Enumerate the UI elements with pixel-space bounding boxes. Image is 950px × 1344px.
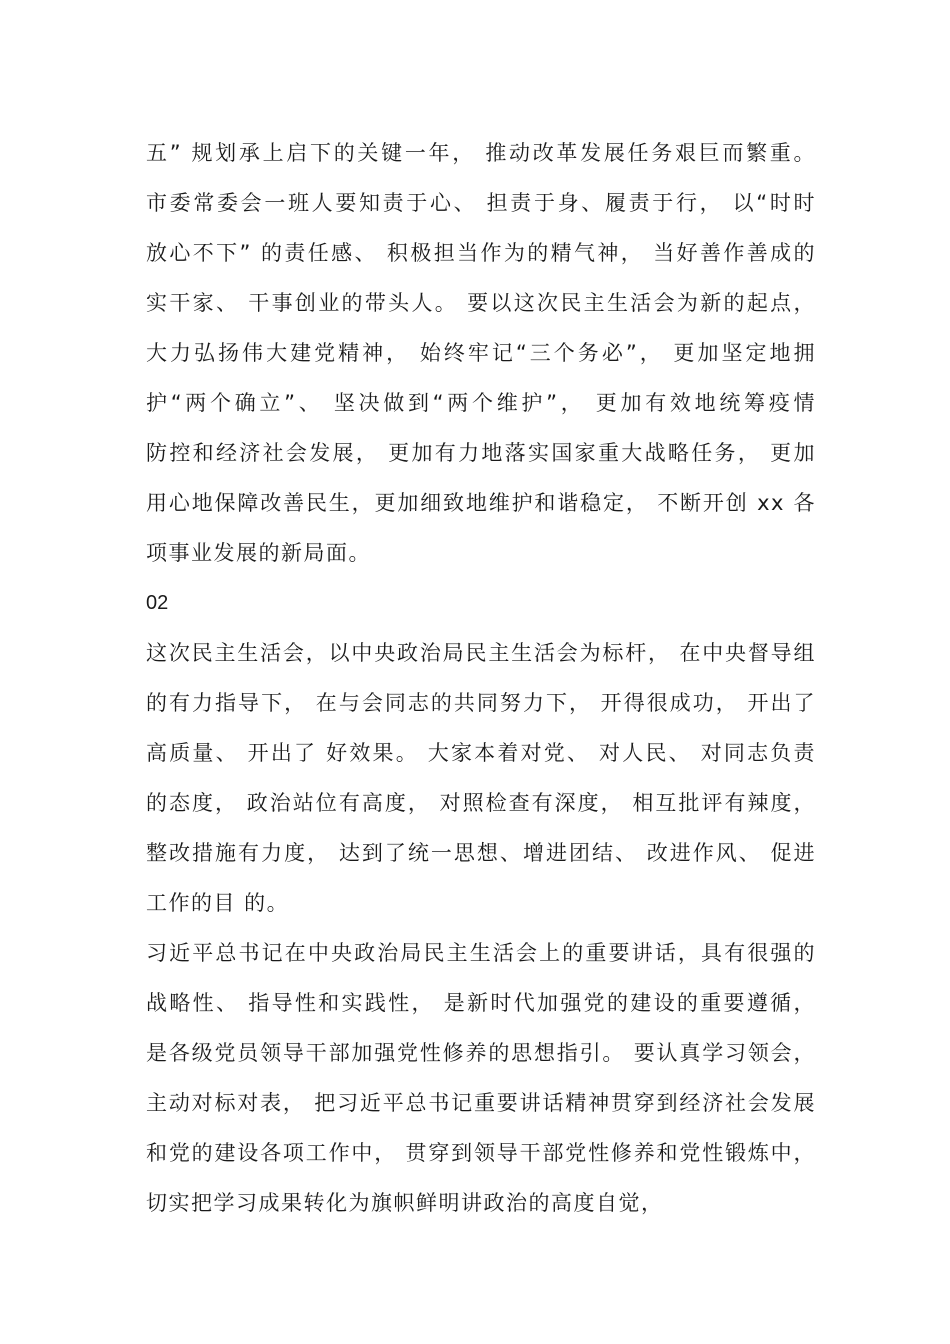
paragraph-2 — [146, 628, 816, 928]
text-line: 战略性、 指导性和实践性， 是新时代加强党的建设的重要遵循， — [146, 991, 816, 1015]
text-line: 习近平总书记在中央政治局民主生活会上的重要讲话，具有很强的 — [146, 941, 816, 965]
text-line: 工作的目 的。 — [146, 891, 290, 915]
text-line: 防控和经济社会发展， 更加有力地落实国家重大战略任务， 更加 — [146, 441, 816, 465]
text-line: 高质量、 开出了 好效果。 大家本着对党、 对人民、 对同志负责 — [146, 741, 816, 765]
text-line: 用心地保障改善民生，更加细致地维护和谐稳定， 不断开创 xx 各 — [146, 491, 816, 515]
text-line: 护“两个确立”、 坚决做到“两个维护”， 更加有效地统筹疫情 — [146, 391, 816, 415]
text-line: 的态度， 政治站位有高度， 对照检查有深度， 相互批评有辣度， — [146, 791, 816, 815]
document-body — [146, 128, 816, 1228]
text-line: 整改措施有力度， 达到了统一思想、增进团结、 改进作风、 促进 — [146, 841, 816, 865]
text-line: 的有力指导下， 在与会同志的共同努力下， 开得很成功， 开出了 — [146, 691, 816, 715]
text-line: 是各级党员领导干部加强党性修养的思想指引。 要认真学习领会， — [146, 1041, 816, 1065]
text-line: 切实把学习成果转化为旗帜鲜明讲政治的高度自觉， — [146, 1191, 664, 1215]
text-line: 五” 规划承上启下的关键一年， 推动改革发展任务艰巨而繁重。 — [146, 141, 816, 165]
text-line: 这次民主生活会，以中央政治局民主生活会为标杆， 在中央督导组 — [146, 641, 816, 665]
text-line: 实干家、 干事创业的带头人。 要以这次民主生活会为新的起点， — [146, 291, 816, 315]
text-line: 项事业发展的新局面。 — [146, 541, 371, 565]
text-line: 放心不下” 的责任感、 积极担当作为的精气神， 当好善作善成的 — [146, 241, 816, 265]
text-line: 和党的建设各项工作中， 贯穿到领导干部党性修养和党性锻炼中， — [146, 1141, 816, 1165]
text-line: 大力弘扬伟大建党精神， 始终牢记“三个务必”， 更加坚定地拥 — [146, 341, 816, 365]
section-number: 02 — [146, 592, 169, 614]
paragraph-1 — [146, 128, 816, 578]
text-line: 市委常委会一班人要知责于心、 担责于身、履责于行， 以“时时 — [146, 191, 816, 215]
text-line: 主动对标对表， 把习近平总书记重要讲话精神贯穿到经济社会发展 — [146, 1091, 816, 1115]
paragraph-3 — [146, 928, 816, 1228]
